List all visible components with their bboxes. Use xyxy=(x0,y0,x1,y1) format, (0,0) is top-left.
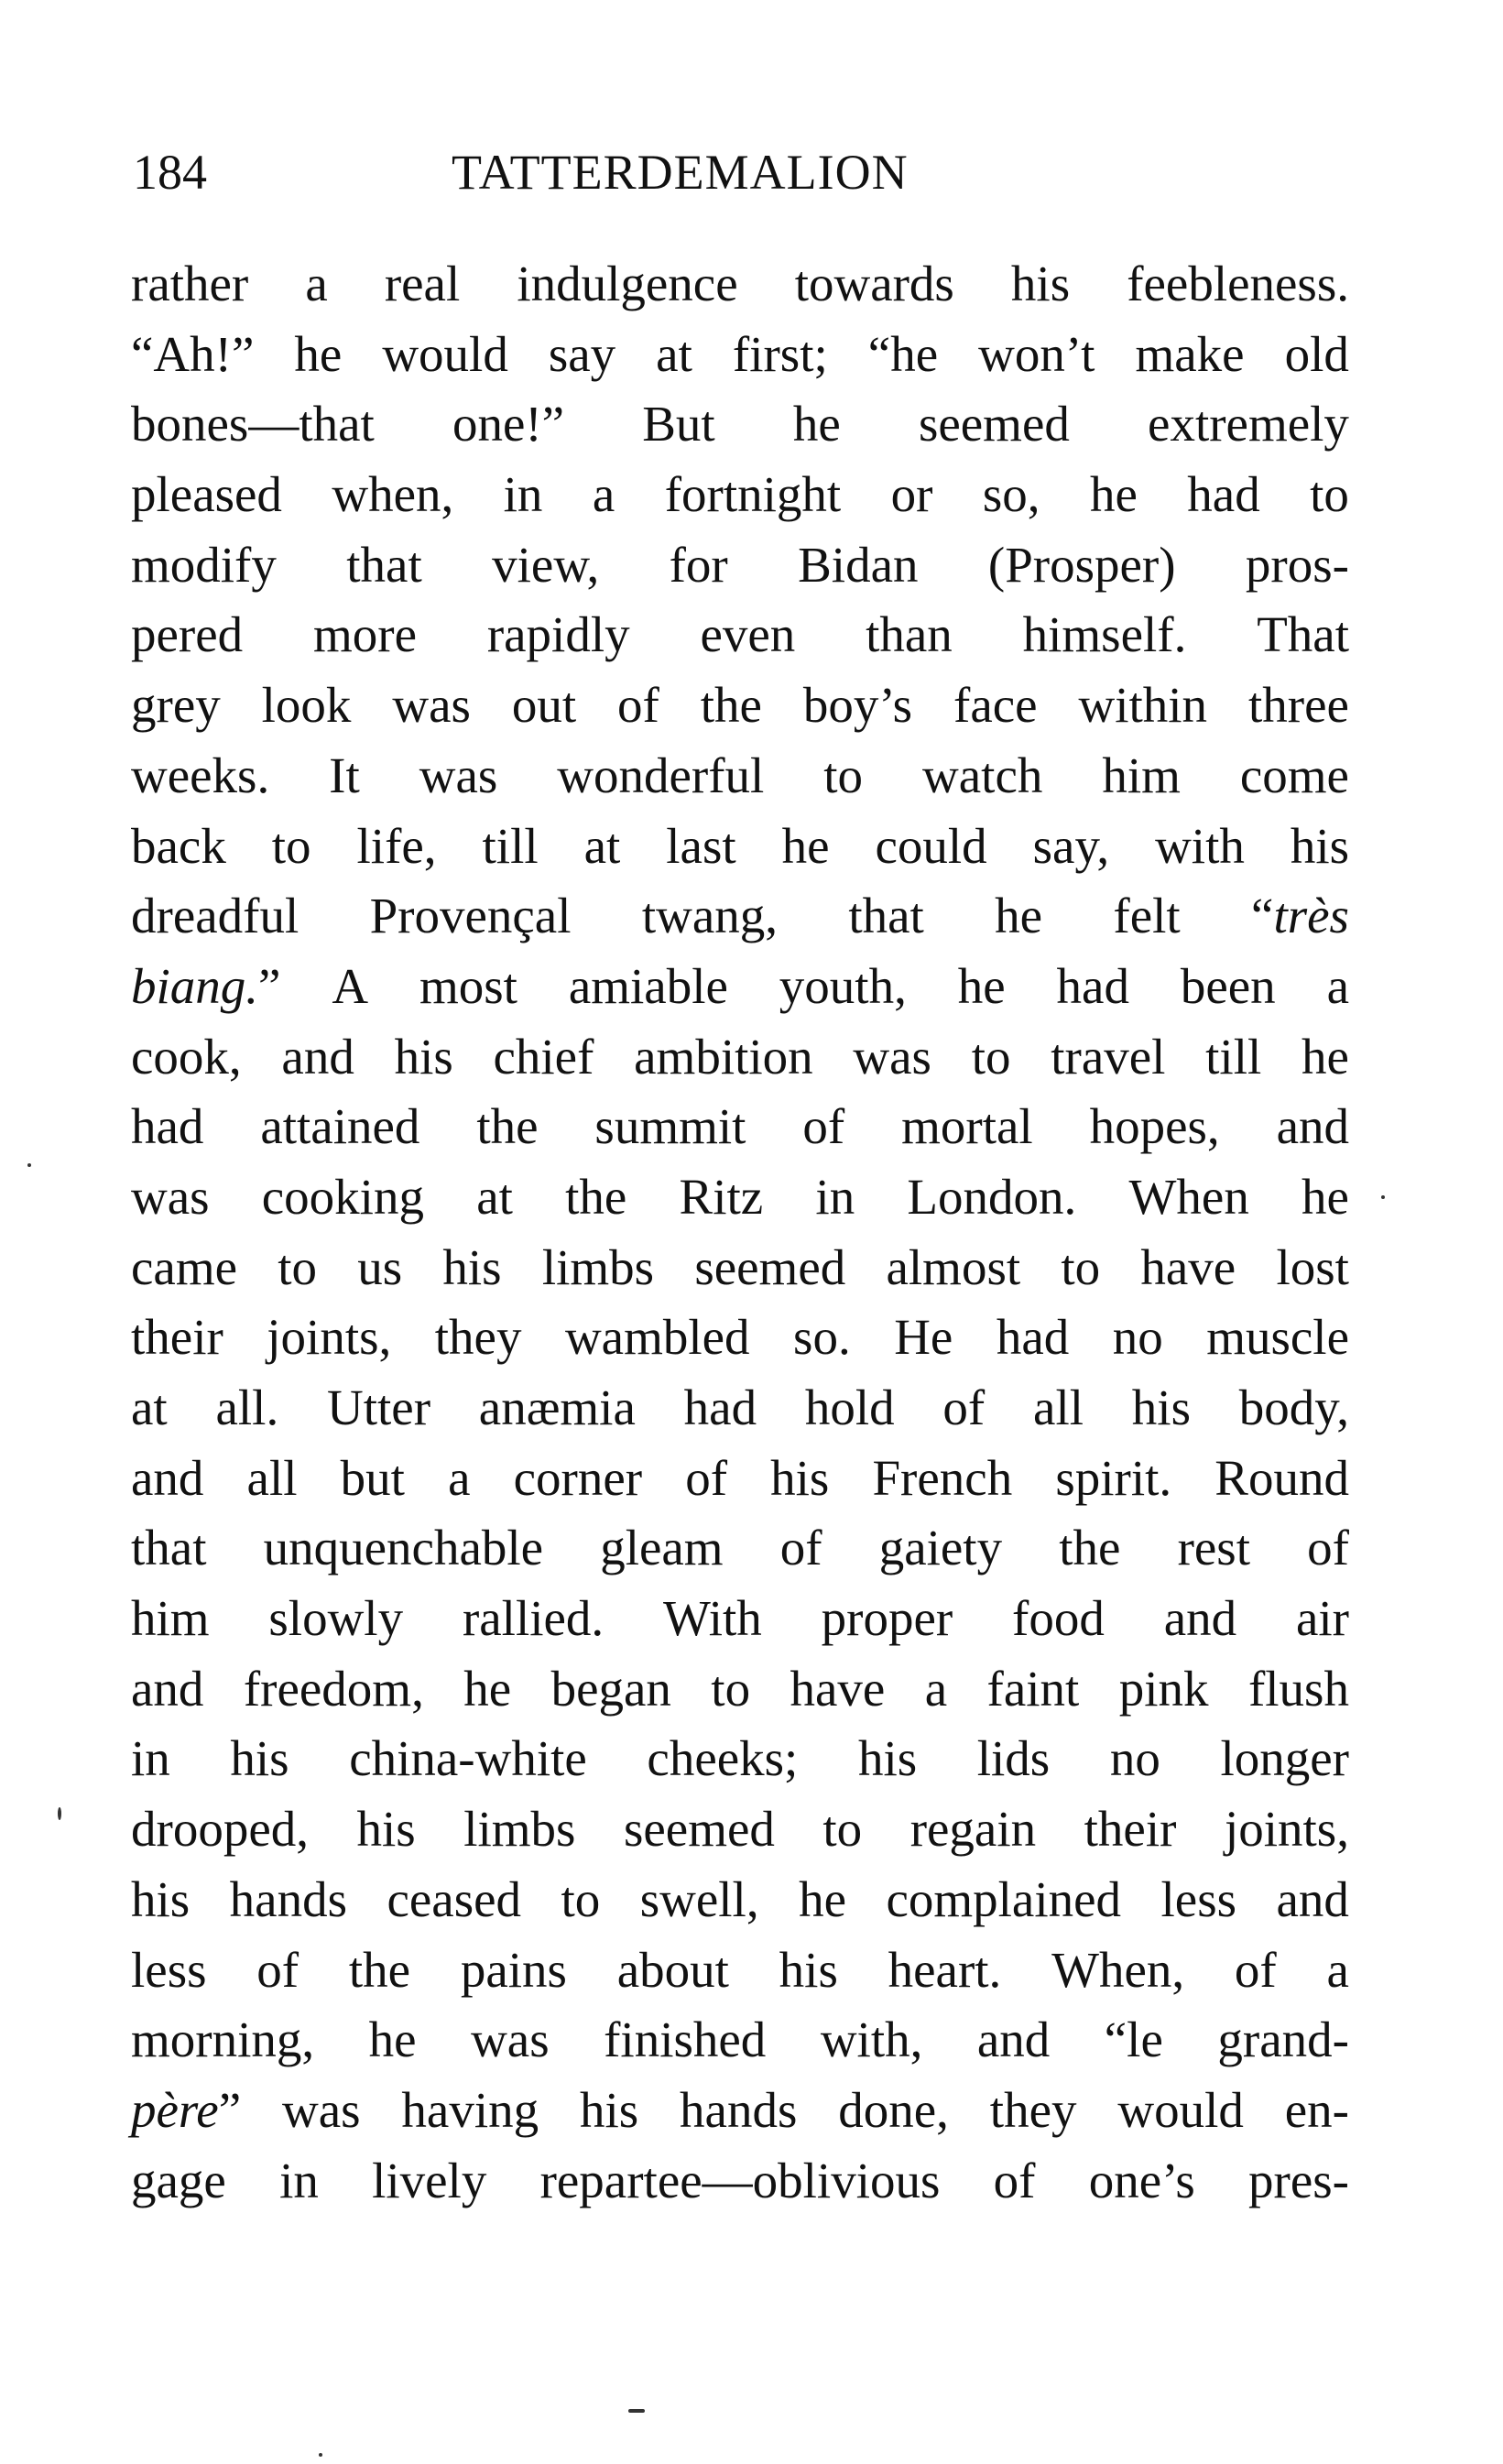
word: his xyxy=(230,1730,289,1787)
word: regain xyxy=(909,1801,1037,1858)
text-line xyxy=(131,741,1349,812)
word: had xyxy=(683,1379,757,1435)
text-line xyxy=(131,1513,1349,1584)
word: he xyxy=(1089,466,1138,523)
word: of xyxy=(256,1941,300,1998)
word: his xyxy=(857,1730,918,1787)
word: himself. xyxy=(1022,606,1187,663)
word: he xyxy=(1302,1028,1349,1085)
word: travel xyxy=(1051,1028,1166,1085)
word: seemed xyxy=(918,396,1070,452)
word: bones—that xyxy=(131,396,375,452)
text-line xyxy=(131,2005,1349,2076)
text-line xyxy=(131,1373,1349,1444)
word: pleased xyxy=(131,466,282,523)
word: biang.” xyxy=(131,957,281,1014)
word: was xyxy=(853,1028,931,1085)
word: “très xyxy=(1251,888,1349,944)
word: he xyxy=(781,817,830,874)
word: to xyxy=(278,1238,318,1295)
word: morning, xyxy=(131,2012,315,2068)
word: face xyxy=(953,677,1038,734)
word: he xyxy=(957,957,1006,1014)
word: with xyxy=(1155,817,1245,874)
word: (Prosper) xyxy=(987,536,1176,593)
word: a xyxy=(1326,957,1349,1014)
word: one!” xyxy=(452,396,565,452)
text-line xyxy=(131,320,1349,390)
word: he xyxy=(1302,1168,1349,1225)
text-line xyxy=(131,671,1349,741)
text-line xyxy=(131,1303,1349,1373)
word: have xyxy=(790,1660,886,1717)
word: pains xyxy=(460,1941,567,1998)
word: felt xyxy=(1113,888,1181,944)
word: en- xyxy=(1284,2081,1349,2138)
word: he xyxy=(792,396,841,452)
word: swell, xyxy=(639,1870,759,1927)
word: of xyxy=(1234,1941,1277,1998)
word: had xyxy=(1056,957,1129,1014)
word: that xyxy=(131,1520,207,1576)
word: in xyxy=(815,1168,855,1225)
word: wambled xyxy=(564,1309,750,1366)
text-line xyxy=(131,1584,1349,1654)
word: china-white xyxy=(349,1730,587,1787)
word: at xyxy=(131,1379,168,1435)
word: limbs xyxy=(463,1801,576,1858)
word: to xyxy=(823,747,864,803)
word: he xyxy=(995,888,1043,944)
word: amiable xyxy=(568,957,728,1014)
word: When xyxy=(1128,1168,1249,1225)
running-header xyxy=(133,136,1342,209)
word: of xyxy=(617,677,659,734)
word: and xyxy=(281,1028,354,1085)
word: longer xyxy=(1220,1730,1349,1787)
word: rather xyxy=(131,256,249,311)
word: twang, xyxy=(641,888,778,944)
word: done, xyxy=(838,2081,949,2138)
word: having xyxy=(401,2081,539,2138)
word: so. xyxy=(793,1309,851,1366)
word: say, xyxy=(1032,817,1110,874)
word: pros- xyxy=(1245,536,1349,593)
word: That xyxy=(1257,606,1349,663)
page-number: 184 xyxy=(133,145,207,200)
word: proper xyxy=(821,1590,953,1647)
text-line xyxy=(131,1654,1349,1725)
word: and xyxy=(1276,1870,1349,1927)
word: more xyxy=(312,606,417,663)
text-line xyxy=(131,1233,1349,1303)
word: spirit. xyxy=(1055,1449,1172,1506)
text-line xyxy=(131,1794,1349,1865)
word: of xyxy=(802,1098,845,1155)
word: him xyxy=(131,1590,210,1647)
word: watch xyxy=(922,747,1043,803)
word: and xyxy=(131,1660,204,1717)
word: hopes, xyxy=(1089,1098,1220,1155)
text-line xyxy=(131,1162,1349,1233)
word: would xyxy=(1117,2081,1244,2138)
word: mortal xyxy=(901,1098,1033,1155)
word: could xyxy=(875,817,987,874)
word: last xyxy=(666,817,736,874)
word: joints, xyxy=(1224,1801,1349,1858)
word: French xyxy=(872,1449,1013,1506)
word: view, xyxy=(492,536,600,593)
word: boy’s xyxy=(802,677,913,734)
word: seemed xyxy=(694,1238,846,1295)
word: and xyxy=(976,2012,1051,2068)
word: fortnight xyxy=(664,466,842,523)
word: no xyxy=(1112,1309,1163,1366)
word: Utter xyxy=(327,1379,431,1435)
word: Ritz xyxy=(679,1168,764,1225)
word: Provençal xyxy=(369,888,572,944)
word: that xyxy=(848,888,924,944)
word: that xyxy=(346,536,422,593)
text-line xyxy=(131,1724,1349,1794)
word: seemed xyxy=(623,1801,775,1858)
word: corner xyxy=(513,1449,643,1506)
word: limbs xyxy=(541,1238,655,1295)
word: the xyxy=(1059,1520,1121,1576)
word: “Ah!” xyxy=(131,325,255,382)
word: began xyxy=(550,1660,671,1717)
word: all xyxy=(246,1449,298,1506)
word: make xyxy=(1135,325,1245,382)
word: life, xyxy=(356,817,437,874)
word: in xyxy=(503,466,543,523)
word: us xyxy=(357,1238,403,1295)
word: he xyxy=(799,1870,846,1927)
word: slowly xyxy=(268,1590,404,1647)
text-line xyxy=(131,812,1349,882)
word: modify xyxy=(131,536,277,593)
word: till xyxy=(1205,1028,1262,1085)
word: old xyxy=(1284,325,1349,382)
text-line xyxy=(131,530,1349,601)
word: in xyxy=(131,1730,170,1787)
word: ambition xyxy=(634,1028,813,1085)
word: even xyxy=(700,606,796,663)
word: gaiety xyxy=(878,1520,1003,1576)
word: him xyxy=(1102,747,1181,803)
word: flush xyxy=(1247,1660,1349,1717)
word: attained xyxy=(260,1098,420,1155)
word: air xyxy=(1295,1590,1349,1647)
word: to xyxy=(1310,466,1349,523)
text-line xyxy=(131,600,1349,671)
word: London. xyxy=(907,1168,1077,1225)
text-line xyxy=(131,2146,1349,2217)
word: look xyxy=(261,677,352,734)
word: faint xyxy=(986,1660,1080,1717)
word: his xyxy=(394,1028,453,1085)
word: out xyxy=(511,677,577,734)
word: no xyxy=(1109,1730,1160,1787)
word: their xyxy=(1084,1801,1177,1858)
word: of xyxy=(779,1520,822,1576)
word: food xyxy=(1012,1590,1105,1647)
word: all. xyxy=(215,1379,279,1435)
word: drooped, xyxy=(131,1801,309,1858)
word: came xyxy=(131,1238,238,1295)
word: his xyxy=(579,2081,639,2138)
word: youth, xyxy=(779,957,907,1014)
word: cooking xyxy=(261,1168,424,1225)
text-line xyxy=(131,1092,1349,1162)
word: a xyxy=(448,1449,471,1506)
word: almost xyxy=(886,1238,1021,1295)
word: ceased xyxy=(387,1870,522,1927)
word: was xyxy=(471,2012,550,2068)
word: the xyxy=(700,677,762,734)
word: Round xyxy=(1214,1449,1349,1506)
word: when, xyxy=(332,466,454,523)
word: to xyxy=(971,1028,1011,1085)
word: been xyxy=(1180,957,1276,1014)
word: cheeks; xyxy=(647,1730,799,1787)
word: his xyxy=(442,1238,502,1295)
word: most xyxy=(419,957,517,1014)
word: at xyxy=(583,817,621,874)
word: A xyxy=(332,957,369,1014)
word: With xyxy=(663,1590,762,1647)
word: complained xyxy=(886,1870,1122,1927)
word: gleam xyxy=(600,1520,724,1576)
word: he xyxy=(463,1660,512,1717)
word: feebleness. xyxy=(1127,256,1349,311)
word: his xyxy=(131,1870,191,1927)
word: for xyxy=(669,536,728,593)
word: anæmia xyxy=(478,1379,636,1435)
word: the xyxy=(565,1168,627,1225)
word: It xyxy=(329,747,360,803)
word: extremely xyxy=(1148,396,1349,452)
word: towards xyxy=(794,256,954,311)
word: cook, xyxy=(131,1028,242,1085)
word: till xyxy=(482,817,539,874)
word: grey xyxy=(131,677,221,734)
word: pink xyxy=(1118,1660,1209,1717)
word: joints, xyxy=(267,1309,392,1366)
word: heart. xyxy=(888,1941,1002,1998)
scan-speck xyxy=(58,1807,61,1820)
word: a xyxy=(1326,1941,1349,1998)
word: had xyxy=(996,1309,1070,1366)
word: the xyxy=(476,1098,539,1155)
word: rest xyxy=(1177,1520,1250,1576)
text-line xyxy=(131,1022,1349,1093)
word: dreadful xyxy=(131,888,300,944)
word: his xyxy=(1290,817,1349,874)
word: unquenchable xyxy=(263,1520,544,1576)
word: at xyxy=(656,325,692,382)
word: pered xyxy=(131,606,244,663)
scan-speck xyxy=(1381,1195,1385,1199)
word: hold xyxy=(804,1379,895,1435)
word: their xyxy=(131,1309,223,1366)
word: When, xyxy=(1051,1941,1185,1998)
word: was xyxy=(392,677,471,734)
word: but xyxy=(340,1449,405,1506)
word: père” xyxy=(131,2081,242,2138)
scan-speck xyxy=(628,2409,645,2413)
word: had xyxy=(1187,466,1260,523)
word: say xyxy=(548,325,616,382)
word: lids xyxy=(976,1730,1051,1787)
word: three xyxy=(1247,677,1349,734)
word: real xyxy=(384,256,461,311)
word: his xyxy=(770,1449,830,1506)
word: grand- xyxy=(1217,2012,1349,2068)
word: lost xyxy=(1276,1238,1349,1295)
word: rapidly xyxy=(486,606,630,663)
word: and xyxy=(1276,1098,1349,1155)
text-line xyxy=(131,2076,1349,2146)
word: to xyxy=(711,1660,751,1717)
word: first; xyxy=(732,325,828,382)
word: hands xyxy=(229,1870,347,1927)
word: they xyxy=(434,1309,522,1366)
word: to xyxy=(271,817,311,874)
word: body, xyxy=(1238,1379,1349,1435)
word: was xyxy=(281,2081,361,2138)
text-line xyxy=(131,881,1349,952)
word: was xyxy=(131,1168,210,1225)
word: Bidan xyxy=(798,536,919,593)
word: lively xyxy=(372,2152,487,2208)
word: his xyxy=(1131,1379,1191,1435)
text-line xyxy=(131,1865,1349,1935)
text-line xyxy=(131,1444,1349,1514)
scan-speck xyxy=(319,2453,322,2457)
word: of xyxy=(942,1379,986,1435)
word: so, xyxy=(982,466,1040,523)
word: But xyxy=(642,396,715,452)
word: at xyxy=(476,1168,513,1225)
word: hands xyxy=(680,2081,798,2138)
word: a xyxy=(924,1660,948,1717)
word: the xyxy=(348,1941,411,1998)
word: come xyxy=(1239,747,1349,803)
text-line xyxy=(131,952,1349,1022)
word: about xyxy=(616,1941,729,1998)
word: to xyxy=(1061,1238,1101,1295)
word: “he xyxy=(867,325,939,382)
word: a xyxy=(305,256,328,311)
word: than xyxy=(866,606,953,663)
word: less xyxy=(131,1941,207,1998)
word: chief xyxy=(493,1028,594,1085)
word: of xyxy=(993,2152,1036,2208)
word: in xyxy=(279,2152,319,2208)
word: he xyxy=(294,325,343,382)
word: “le xyxy=(1104,2012,1163,2068)
word: a xyxy=(592,466,615,523)
word: he xyxy=(368,2012,417,2068)
word: pres- xyxy=(1248,2152,1349,2208)
word: of xyxy=(1307,1520,1349,1576)
word: and xyxy=(1163,1590,1237,1647)
word: his xyxy=(779,1941,838,1998)
word: with, xyxy=(820,2012,923,2068)
word: his xyxy=(356,1801,416,1858)
text-line xyxy=(131,249,1349,320)
word: was xyxy=(419,747,498,803)
word: have xyxy=(1140,1238,1236,1295)
word: had xyxy=(131,1098,204,1155)
word: of xyxy=(685,1449,728,1506)
word: within xyxy=(1078,677,1208,734)
word: rallied. xyxy=(462,1590,604,1647)
word: his xyxy=(1010,256,1071,311)
word: would xyxy=(382,325,508,382)
word: repartee—oblivious xyxy=(539,2152,941,2208)
word: indulgence xyxy=(517,256,738,311)
word: wonderful xyxy=(557,747,765,803)
word: or xyxy=(890,466,933,523)
text-line xyxy=(131,389,1349,460)
word: less xyxy=(1160,1870,1236,1927)
word: muscle xyxy=(1206,1309,1349,1366)
word: to xyxy=(561,1870,601,1927)
scan-speck xyxy=(27,1163,31,1167)
word: they xyxy=(989,2081,1077,2138)
word: to xyxy=(822,1801,863,1858)
word: won’t xyxy=(978,325,1095,382)
word: weeks. xyxy=(131,747,270,803)
word: finished xyxy=(604,2012,767,2068)
word: gage xyxy=(131,2152,226,2208)
word: all xyxy=(1033,1379,1084,1435)
word: and xyxy=(131,1449,204,1506)
word: back xyxy=(131,817,226,874)
running-title: TATTERDEMALION xyxy=(452,145,909,200)
word: one’s xyxy=(1088,2152,1195,2208)
word: freedom, xyxy=(243,1660,424,1717)
text-line xyxy=(131,460,1349,530)
word: summit xyxy=(594,1098,746,1155)
word: He xyxy=(894,1309,953,1366)
body-text xyxy=(131,249,1349,2216)
text-line xyxy=(131,1935,1349,2006)
